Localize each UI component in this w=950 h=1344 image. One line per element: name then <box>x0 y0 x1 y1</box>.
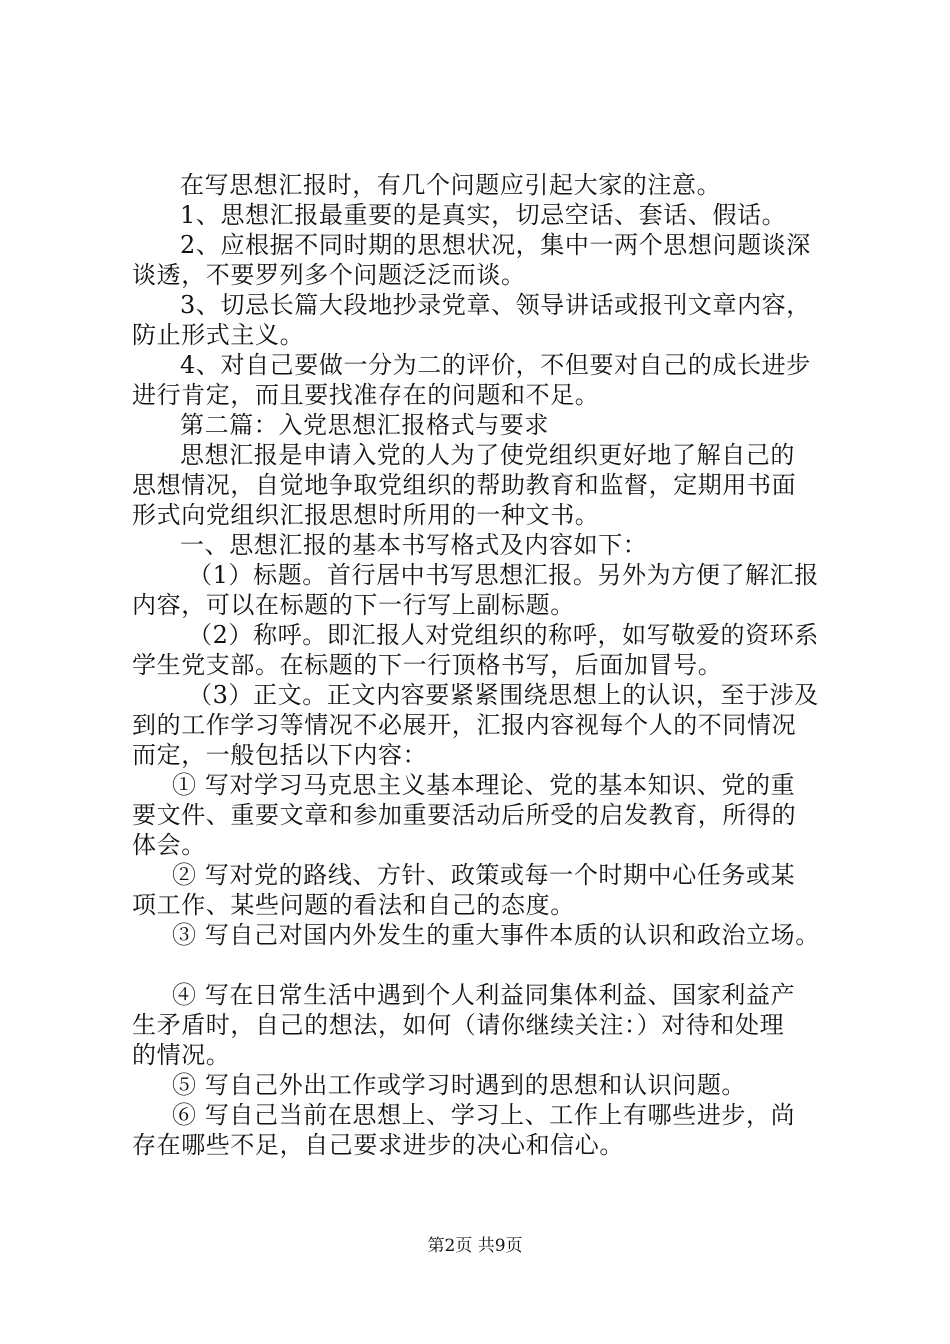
list-item-line: 生矛盾时，自己的想法，如何（请你继续关注：）对待和处理 <box>132 1011 785 1039</box>
list-item-line: ① 写对学习马克思主义基本理论、党的基本知识、党的重 <box>172 771 796 799</box>
paragraph-line: 2、应根据不同时期的思想状况，集中一两个思想问题谈深 <box>180 231 811 259</box>
list-item-line: ② 写对党的路线、方针、政策或每一个时期中心任务或某 <box>172 861 796 889</box>
list-item-line: 项工作、某些问题的看法和自己的态度。 <box>132 891 575 919</box>
paragraph-line: 防止形式主义。 <box>132 321 305 349</box>
list-item-line: ④ 写在日常生活中遇到个人利益同集体利益、国家利益产 <box>172 981 796 1009</box>
paragraph-line: 思想汇报是申请入党的人为了使党组织更好地了解自己的 <box>180 441 795 469</box>
paragraph-line: （3）正文。正文内容要紧紧围绕思想上的认识，至于涉及 <box>188 681 819 709</box>
list-item-line: 要文件、重要文章和参加重要活动后所受的启发教育，所得的 <box>132 801 797 829</box>
paragraph-line: 一、思想汇报的基本书写格式及内容如下： <box>180 531 648 559</box>
blank-line <box>132 950 832 980</box>
paragraph-line: 在写思想汇报时，有几个问题应引起大家的注意。 <box>180 171 722 199</box>
paragraph-line: 思想情况，自觉地争取党组织的帮助教育和监督，定期用书面 <box>132 471 797 499</box>
list-item-line: 体会。 <box>132 831 206 859</box>
list-item-line: ③ 写自己对国内外发生的重大事件本质的认识和政治立场。 <box>172 921 820 949</box>
list-item-line: 存在哪些不足，自己要求进步的决心和信心。 <box>132 1131 624 1159</box>
paragraph-line: 学生党支部。在标题的下一行顶格书写，后面加冒号。 <box>132 651 723 679</box>
document-body <box>132 170 832 1160</box>
paragraph-line: 3、切忌长篇大段地抄录党章、领导讲话或报刊文章内容， <box>180 291 811 319</box>
list-item-line: ⑥ 写自己当前在思想上、学习上、工作上有哪些进步，尚 <box>172 1101 796 1129</box>
paragraph-line: 1、思想汇报最重要的是真实，切忌空话、套话、假话。 <box>180 201 787 229</box>
paragraph-line: 到的工作学习等情况不必展开，汇报内容视每个人的不同情况 <box>132 711 797 739</box>
section-heading: 第二篇：入党思想汇报格式与要求 <box>180 411 549 439</box>
paragraph-line: 谈透，不要罗列多个问题泛泛而谈。 <box>132 261 526 289</box>
paragraph-line: 形式向党组织汇报思想时所用的一种文书。 <box>132 501 600 529</box>
list-item-line: 的情况。 <box>132 1041 231 1069</box>
paragraph-line: 进行肯定，而且要找准存在的问题和不足。 <box>132 381 600 409</box>
paragraph-line: 4、对自己要做一分为二的评价，不但要对自己的成长进步 <box>180 351 811 379</box>
paragraph-line: （2）称呼。即汇报人对党组织的称呼，如写敬爱的资环系 <box>188 621 819 649</box>
paragraph-line: 而定，一般包括以下内容： <box>132 741 428 769</box>
list-item-line: ⑤ 写自己外出工作或学习时遇到的思想和认识问题。 <box>172 1071 747 1099</box>
paragraph-line: （1）标题。首行居中书写思想汇报。另外为方便了解汇报 <box>188 561 819 589</box>
paragraph-line: 内容，可以在标题的下一行写上副标题。 <box>132 591 575 619</box>
page-number: 第2页 共9页 <box>427 1236 523 1256</box>
